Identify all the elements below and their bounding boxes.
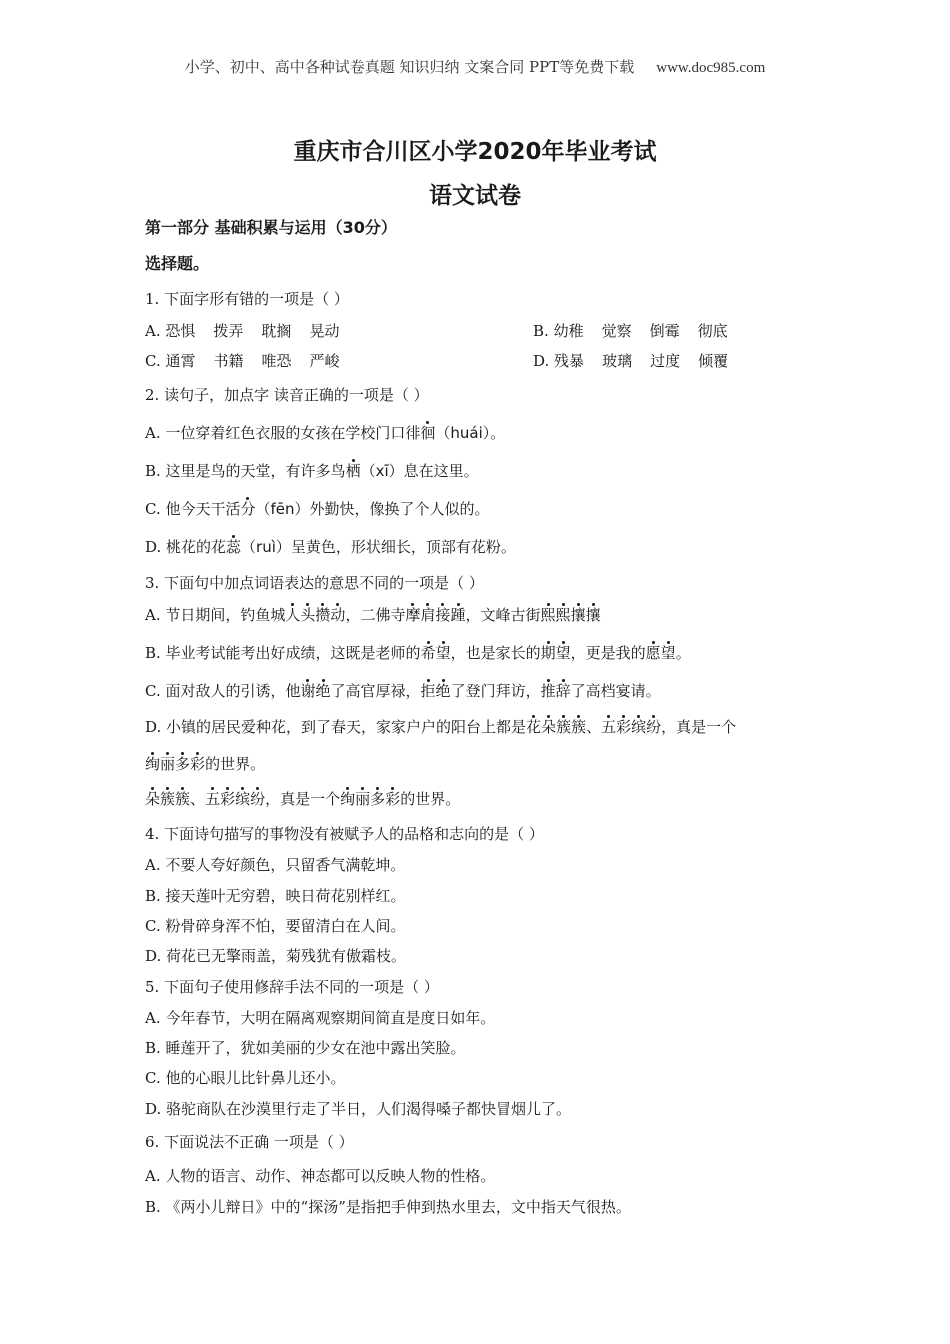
dotted-char: 接 xyxy=(435,606,451,624)
dotted-char: 簇 xyxy=(160,790,176,808)
dotted-char: 簇 xyxy=(571,718,587,736)
page-header xyxy=(0,56,950,77)
option-word: 倒霉 xyxy=(649,322,680,340)
dotted-char: 花 xyxy=(526,718,542,736)
q3-option-d xyxy=(145,718,825,755)
pinyin: （fēn） xyxy=(255,500,310,518)
option-text: 呈黄色，形状细长，顶部有花粉。 xyxy=(290,538,516,556)
exam-content xyxy=(145,218,825,1228)
q5-option-b: B. 睡莲开了，犹如美丽的少女在池中露出笑脸。 xyxy=(145,1039,466,1057)
dotted-char: 谢 xyxy=(300,682,316,700)
dotted-word xyxy=(145,790,190,808)
dotted-word xyxy=(340,790,400,808)
dotted-char: 动 xyxy=(330,606,346,624)
q6-option-a: A. 人物的语言、动作、神态都可以反映人物的性格。 xyxy=(145,1167,496,1185)
option-text: 。 xyxy=(675,644,691,662)
q3-duplicate-line xyxy=(145,790,825,825)
option-text: ，真是一个 xyxy=(661,718,737,736)
q3-option-b xyxy=(145,644,825,682)
option-word: 书籍 xyxy=(213,352,244,370)
dotted-char: 拒 xyxy=(420,682,436,700)
q5-option-c: C. 他的心眼儿比针鼻儿还小。 xyxy=(145,1069,346,1087)
dotted-char: 头 xyxy=(300,606,316,624)
q3-option-d-continued xyxy=(145,755,825,790)
option-text: 的世界。 xyxy=(205,755,266,773)
option-text: ，二佛寺 xyxy=(345,606,406,624)
dotted-char: 摩 xyxy=(405,606,421,624)
dotted-word xyxy=(646,644,676,662)
option-word: 残暴 xyxy=(554,352,585,370)
q1-option-c xyxy=(145,352,340,371)
q5-option-d: D. 骆驼商队在沙漠里行走了半日，人们渴得嗓子都快冒烟儿了。 xyxy=(145,1100,572,1118)
section-sub: 选择题。 xyxy=(145,254,210,273)
dotted-char: 推 xyxy=(540,682,556,700)
option-word: 唯恐 xyxy=(261,352,292,370)
q3-stem: 3. 下面句中加点词语表达的意思不同的一项是（ ） xyxy=(145,574,484,592)
exam-subtitle: 语文试卷 xyxy=(429,183,521,209)
option-text: ，真是一个 xyxy=(265,790,341,808)
dotted-word xyxy=(526,718,586,736)
option-text: 外勤快，像换了个人似的。 xyxy=(309,500,490,518)
option-text: ，文峰古街 xyxy=(465,606,541,624)
q1-options-row1 xyxy=(145,322,825,352)
q1-option-b xyxy=(533,322,728,341)
q1-options-row2 xyxy=(145,352,825,386)
q4-option-c: C. 粉骨碎身浑不怕，要留清白在人间。 xyxy=(145,917,406,935)
dotted-word xyxy=(541,644,571,662)
option-text: ，更是我的 xyxy=(570,644,646,662)
dotted-char: 朵 xyxy=(145,790,161,808)
dotted-char: 五 xyxy=(601,718,617,736)
dotted-char: 彩 xyxy=(616,718,632,736)
dotted-word xyxy=(421,644,451,662)
dotted-char: 绚 xyxy=(145,755,161,773)
dotted-char: 徊 xyxy=(420,424,436,442)
dotted-char: 簇 xyxy=(556,718,572,736)
option-text: C. 面对敌人的引诱，他 xyxy=(145,682,301,700)
dotted-char: 望 xyxy=(435,644,451,662)
dotted-char: 缤 xyxy=(631,718,647,736)
dotted-char: 彩 xyxy=(220,790,236,808)
dotted-char: 望 xyxy=(660,644,676,662)
dotted-char: 肩 xyxy=(420,606,436,624)
option-word: 恐惧 xyxy=(165,322,196,340)
dotted-char: 希 xyxy=(420,644,436,662)
q1-option-a xyxy=(145,322,339,341)
dotted-char: 蕊 xyxy=(226,538,242,556)
q2-option-c xyxy=(145,500,825,538)
option-text: 、 xyxy=(190,790,206,808)
dotted-word xyxy=(541,682,571,700)
pinyin: （xī） xyxy=(360,462,404,480)
dotted-char: 辞 xyxy=(555,682,571,700)
q6-option-b: B. 《两小儿辩日》中的“探汤”是指把手伸到热水里去，文中指天气很热。 xyxy=(145,1198,631,1216)
dotted-char: 攘 xyxy=(570,606,586,624)
q4-stem: 4. 下面诗句描写的事物没有被赋予人的品格和志向的是（ ） xyxy=(145,825,544,843)
option-word: 晃动 xyxy=(309,322,340,340)
dotted-char: 纷 xyxy=(250,790,266,808)
section-heading: 第一部分 基础积累与运用（30分） xyxy=(145,218,397,237)
option-text: D. 桃花的花 xyxy=(145,538,227,556)
dotted-char: 丽 xyxy=(355,790,371,808)
dotted-char: 绚 xyxy=(340,790,356,808)
option-text: B. 这里是鸟的天堂，有许多鸟 xyxy=(145,462,346,480)
option-text: ，也是家长的 xyxy=(450,644,541,662)
q3-option-a xyxy=(145,606,825,644)
dotted-char: 熙 xyxy=(540,606,556,624)
option-text: 了高官厚禄， xyxy=(330,682,421,700)
q2-option-a xyxy=(145,424,825,462)
pinyin: （ruì） xyxy=(241,538,291,556)
dotted-char: 朵 xyxy=(541,718,557,736)
dotted-word xyxy=(285,606,345,624)
option-text: A. 节日期间，钓鱼城 xyxy=(145,606,286,624)
option-label: D. xyxy=(533,352,550,370)
option-label: A. xyxy=(145,322,161,340)
dotted-word xyxy=(300,682,330,700)
q6-stem: 6. 下面说法不正确 一项是（ ） xyxy=(145,1133,354,1151)
header-text: 小学、初中、高中各种试卷真题 知识归纳 文案合同 PPT等免费下载 xyxy=(184,58,635,76)
option-word: 觉察 xyxy=(601,322,632,340)
option-text: 了登门拜访， xyxy=(450,682,541,700)
q1-option-d xyxy=(533,352,728,371)
exam-title: 重庆市合川区小学2020年毕业考试 xyxy=(293,139,657,165)
option-word: 通霄 xyxy=(165,352,196,370)
dotted-char: 多 xyxy=(370,790,386,808)
dotted-char: 彩 xyxy=(190,755,206,773)
dotted-word xyxy=(601,718,661,736)
option-word: 幼稚 xyxy=(553,322,584,340)
dotted-char: 踵 xyxy=(450,606,466,624)
q2-option-d xyxy=(145,538,825,574)
option-label: B. xyxy=(533,322,549,340)
dotted-char: 五 xyxy=(205,790,221,808)
dotted-char: 栖 xyxy=(345,462,361,480)
q2-option-b xyxy=(145,462,825,500)
dotted-char: 望 xyxy=(555,644,571,662)
dotted-char: 纷 xyxy=(646,718,662,736)
q4-option-a: A. 不要人夸好颜色，只留香气满乾坤。 xyxy=(145,856,406,874)
q4-option-d: D. 荷花已无擎雨盖，菊残犹有傲霜枝。 xyxy=(145,947,407,965)
dotted-char: 多 xyxy=(175,755,191,773)
option-word: 过度 xyxy=(650,352,681,370)
dotted-char: 人 xyxy=(285,606,301,624)
dotted-word xyxy=(405,606,465,624)
dotted-word xyxy=(421,682,451,700)
q5-option-a: A. 今年春节，大明在隔离观察期间简直是度日如年。 xyxy=(145,1009,496,1027)
option-word: 拨弄 xyxy=(213,322,244,340)
header-url[interactable]: www.doc985.com xyxy=(656,60,766,76)
option-word: 耽搁 xyxy=(261,322,292,340)
option-text: 。 xyxy=(490,424,506,442)
option-text: 的世界。 xyxy=(400,790,461,808)
option-text: D. 小镇的居民爱种花，到了春天，家家户户的阳台上都是 xyxy=(145,718,527,736)
option-text: B. 毕业考试能考出好成绩，这既是老师的 xyxy=(145,644,421,662)
q3-option-c xyxy=(145,682,825,718)
dotted-char: 攘 xyxy=(585,606,601,624)
dotted-char: 缤 xyxy=(235,790,251,808)
dotted-char: 簇 xyxy=(175,790,191,808)
option-word: 严峻 xyxy=(309,352,340,370)
dotted-word xyxy=(145,755,205,773)
dotted-char: 绝 xyxy=(435,682,451,700)
pinyin: （huái） xyxy=(435,424,491,442)
dotted-char: 愿 xyxy=(645,644,661,662)
q2-stem: 2. 读句子，加点字 读音正确的一项是（ ） xyxy=(145,386,429,404)
q4-option-b: B. 接天莲叶无穷碧，映日荷花别样红。 xyxy=(145,887,406,905)
option-text: 了高档宴请。 xyxy=(570,682,661,700)
dotted-char: 期 xyxy=(540,644,556,662)
dotted-word xyxy=(541,606,601,624)
option-word: 彻底 xyxy=(697,322,728,340)
dotted-char: 绝 xyxy=(315,682,331,700)
dotted-char: 攒 xyxy=(315,606,331,624)
option-text: A. 一位穿着红色衣服的女孩在学校门口徘 xyxy=(145,424,421,442)
option-text: 、 xyxy=(586,718,602,736)
option-word: 玻璃 xyxy=(602,352,633,370)
dotted-char: 丽 xyxy=(160,755,176,773)
q1-stem: 1. 下面字形有错的一项是（ ） xyxy=(145,290,349,308)
option-text: C. 他今天干活 xyxy=(145,500,241,518)
option-text: 息在这里。 xyxy=(403,462,479,480)
option-label: C. xyxy=(145,352,161,370)
dotted-char: 分 xyxy=(240,500,256,518)
q5-stem: 5. 下面句子使用修辞手法不同的一项是（ ） xyxy=(145,978,439,996)
option-word: 倾覆 xyxy=(698,352,729,370)
dotted-char: 彩 xyxy=(385,790,401,808)
dotted-word xyxy=(205,790,265,808)
dotted-char: 熙 xyxy=(555,606,571,624)
